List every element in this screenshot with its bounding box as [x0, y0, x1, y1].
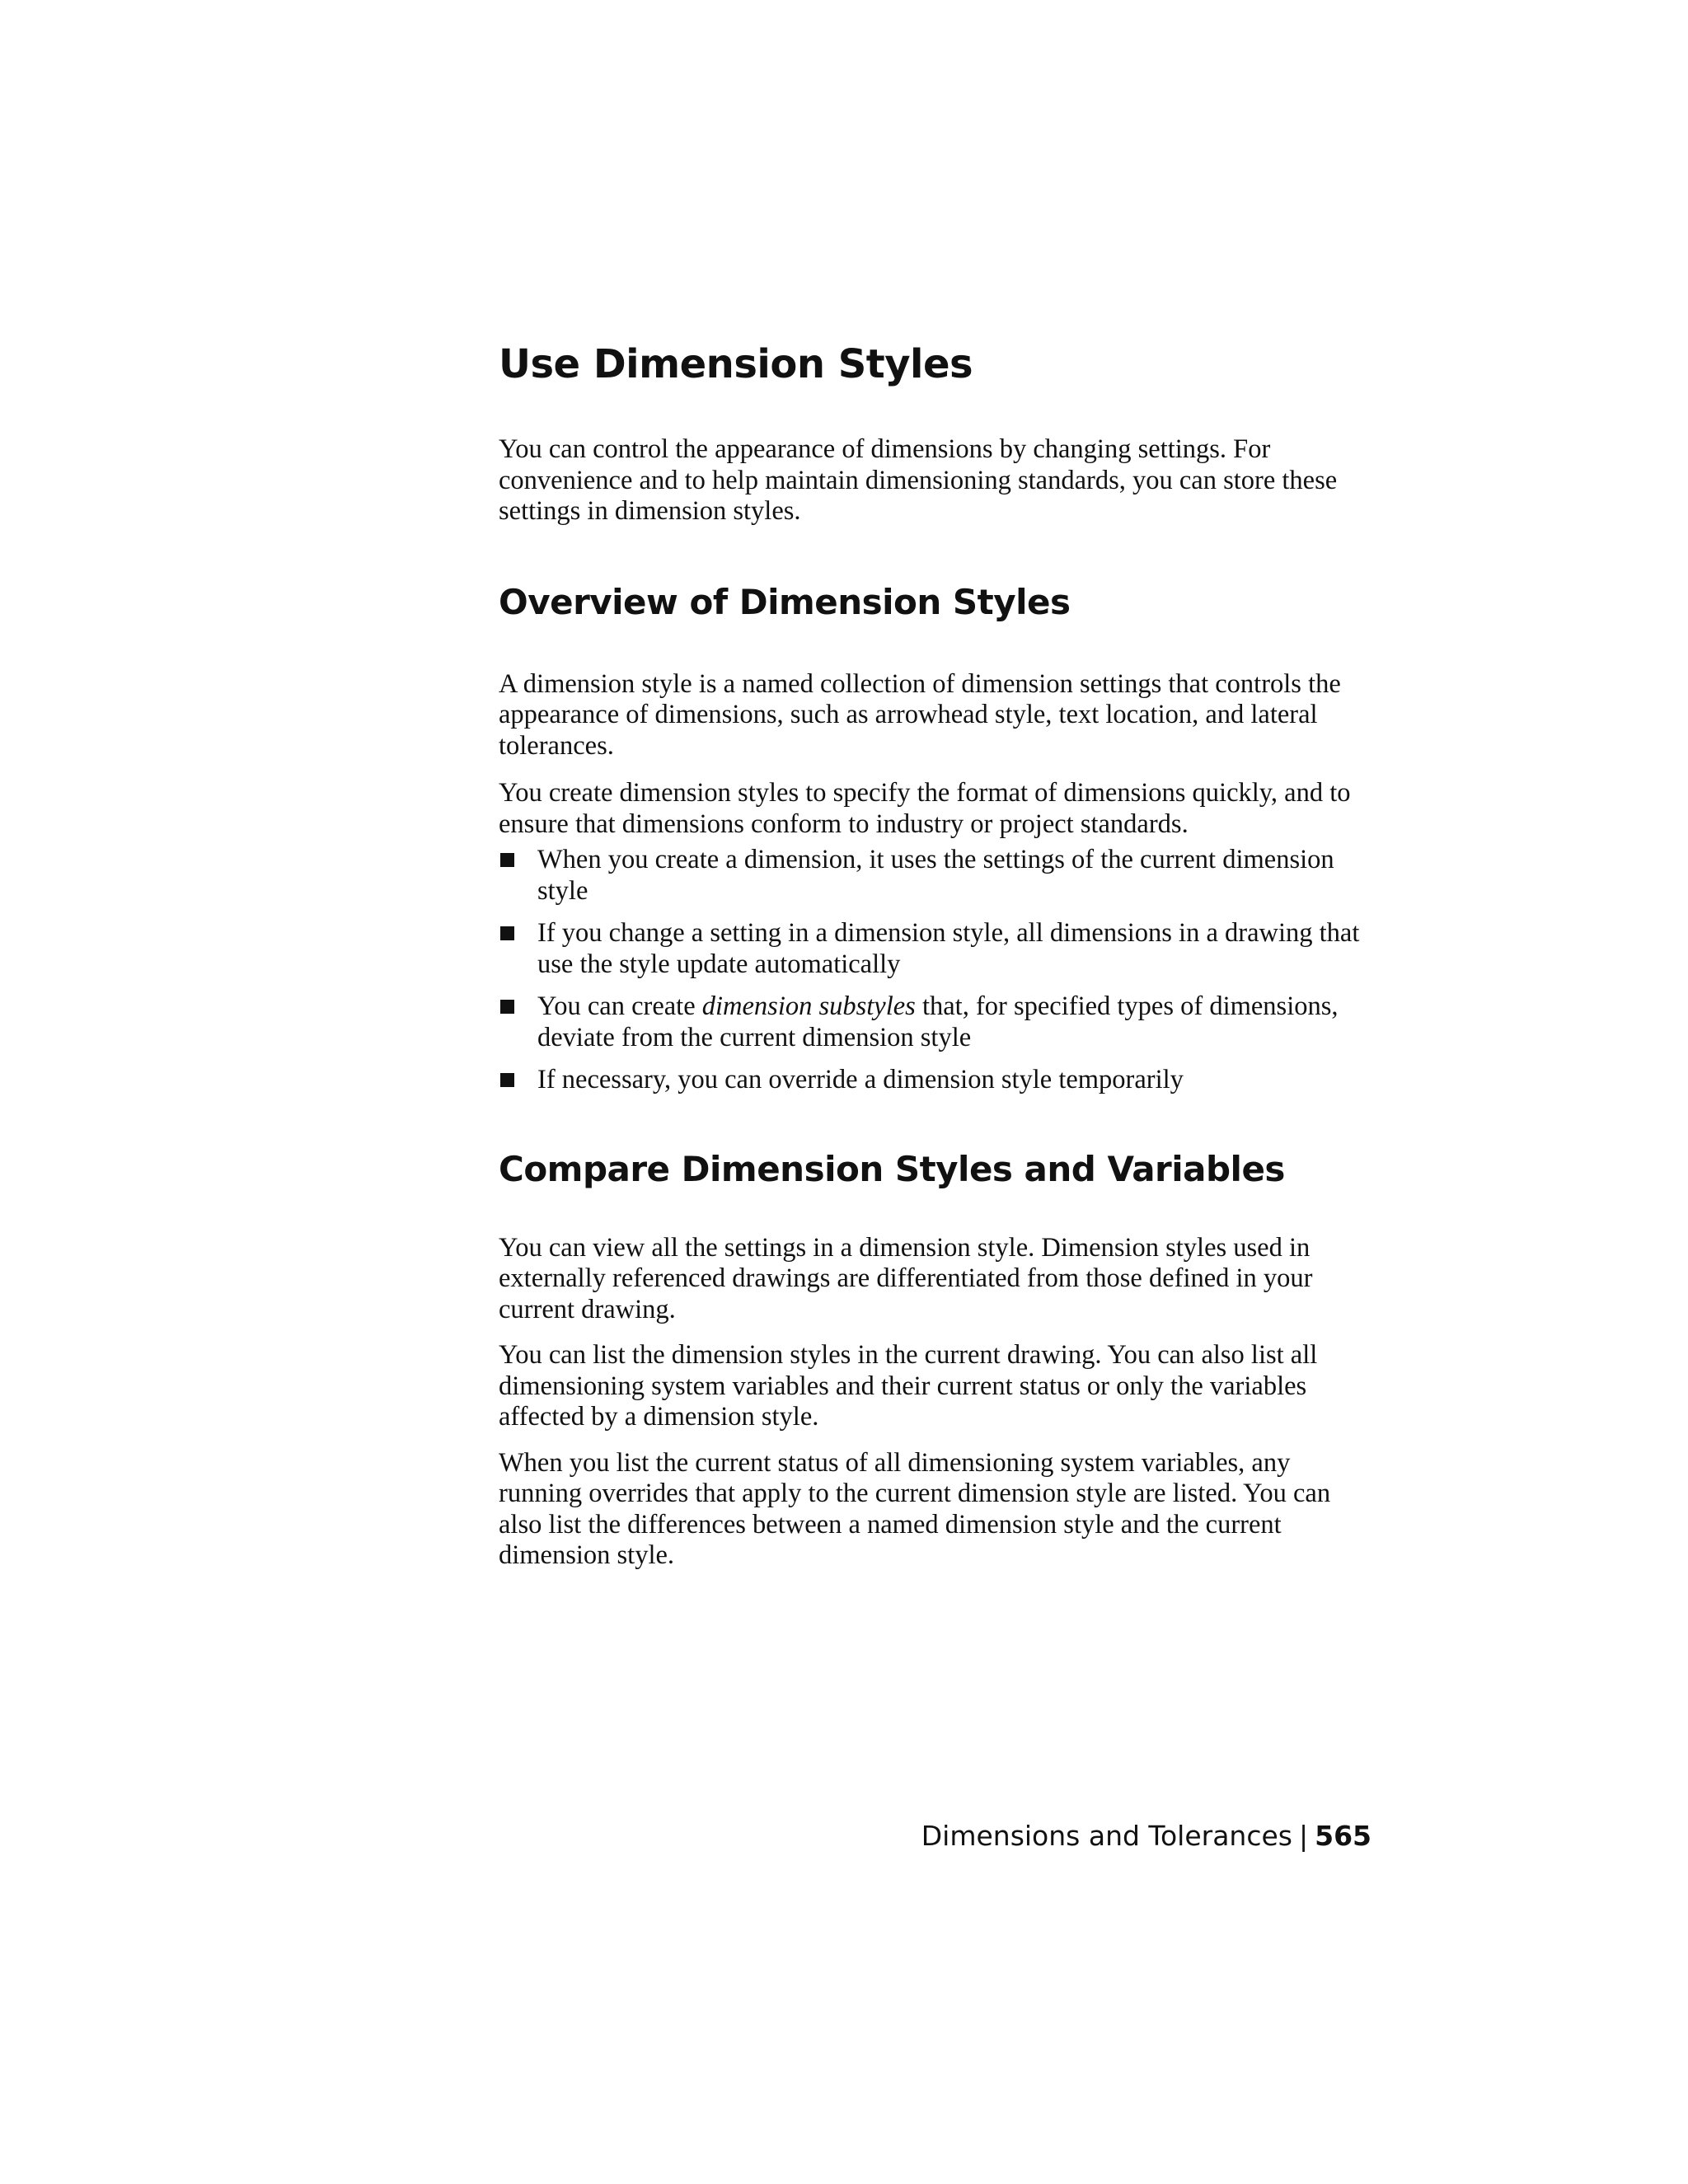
section-intro-paragraph: You can control the appearance of dimensions by changing settings. For convenience and to help maintain dimensioning standards, you can store these settings in dimension styles. — [499, 434, 1338, 526]
bullet-item — [499, 918, 1372, 980]
overview-paragraph-2: You create dimension styles to specify the format of dimensions quickly, and to ensure that dimensions conform to industry or project standards. — [499, 778, 1351, 839]
page-content — [499, 340, 1372, 1572]
footer-chapter-title: Dimensions and Tolerances — [921, 1820, 1292, 1852]
compare-paragraph-3: When you list the current status of all dimensioning system variables, any running overrides that apply to the current dimension style are listed. You can also list the differences between a named dimension style and the current dimension style. — [499, 1447, 1331, 1570]
bullet-item — [499, 1065, 1372, 1096]
bullet-text: When you create a dimension, it uses the settings of the current dimension style — [537, 845, 1334, 906]
square-bullet-icon — [500, 1000, 514, 1014]
compare-paragraph-1: You can view all the settings in a dimension style. Dimension styles used in externally referenced drawings are differentiated from those defined in your current drawing. — [499, 1232, 1313, 1324]
footer-separator: | — [1298, 1820, 1309, 1852]
page-number: 565 — [1315, 1820, 1372, 1852]
section-title-compare: Compare Dimension Styles and Variables — [499, 1148, 1285, 1189]
square-bullet-icon — [500, 926, 514, 940]
bullet-item — [499, 845, 1372, 907]
overview-paragraph-1: A dimension style is a named collection of dimension settings that controls the appearance of dimensions, such as arrowhead style, text location, and lateral tolerances. — [499, 668, 1341, 761]
bullet-text: If necessary, you can override a dimension style temporarily — [537, 1065, 1184, 1094]
bullet-text-prefix: You can create — [537, 991, 702, 1021]
compare-paragraph-2: You can list the dimension styles in the current drawing. You can also list all dimensioning system variables and their current status or only the variables affected by a dimension style. — [499, 1340, 1318, 1432]
bullet-text-emphasis: dimension substyles — [701, 991, 916, 1021]
bullet-text: If you change a setting in a dimension style, all dimensions in a drawing that use the style update automatically — [537, 918, 1360, 979]
section-title-use-dimension-styles: Use Dimension Styles — [499, 341, 973, 387]
bullet-text-suffix: that, for specified types of dimensions, deviate from the current dimension style — [537, 991, 1339, 1052]
bullet-item — [499, 991, 1372, 1053]
bullet-list — [499, 845, 1372, 1096]
square-bullet-icon — [500, 1073, 514, 1087]
page-footer — [921, 1820, 1372, 1853]
section-title-overview: Overview of Dimension Styles — [499, 581, 1071, 622]
square-bullet-icon — [500, 853, 514, 867]
